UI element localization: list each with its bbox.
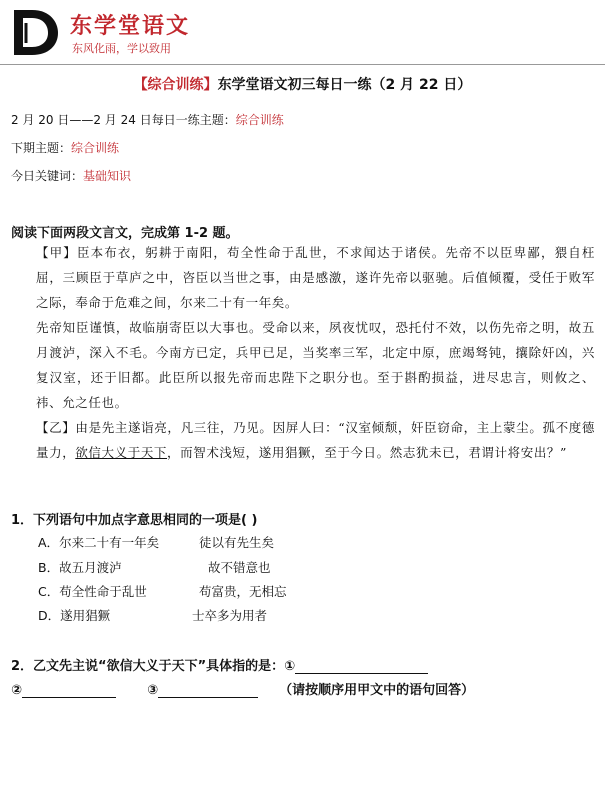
theme-line	[11, 111, 284, 128]
option-a-right: 徒以有先生矣	[199, 535, 275, 550]
question-2-stem	[11, 655, 428, 674]
passage-yi-a: 【乙】由是先主遂诣亮，凡三往，乃见。因屏人曰：“汉室倾颓，奸臣窃命，主上蒙尘。孤不度德量力，	[36, 420, 595, 460]
question-2-text: 2．乙文先主说“欲信大义于天下”具体指的是：①	[11, 659, 296, 674]
passage-jia	[11, 240, 595, 465]
next-theme-line	[11, 139, 119, 156]
theme-label: 2 月 20 日——2 月 24 日每日一练主题：	[11, 113, 236, 127]
brand-name: 东学堂语文	[70, 13, 191, 39]
option-label: C．	[38, 584, 60, 599]
option-left-text: 尔来二十有一年矣	[59, 535, 160, 550]
next-theme-value: 综合训练	[71, 141, 120, 155]
title-tag: 【综合训练】	[133, 77, 218, 93]
keyword-value: 基础知识	[83, 169, 132, 183]
logo-d-icon	[8, 6, 60, 58]
header-divider	[0, 64, 605, 65]
passage-jia-p2: 先帝知臣谨慎，故临崩寄臣以大事也。受命以来，夙夜忧叹，恐托付不效，以伤先帝之明，故五月渡泸，深入不毛。今南方已定，兵甲已足，当奖率三军，北定中原，庶竭驽钝，攘除奸凶，兴复汉室，还于旧都。此臣所以报先帝而忠陛下之职分也。至于斟酌损益，进尽忠言，则攸之、祎、允之任也。	[36, 320, 595, 410]
option-c-right: 苟富贵，无相忘	[199, 584, 287, 599]
reading-instruction: 阅读下面两段文言文，完成第 1-2 题。	[11, 226, 239, 241]
theme-value: 综合训练	[235, 113, 284, 127]
question-1-stem: 1．下列语句中加点字意思相同的一项是( )	[11, 513, 258, 528]
option-label: D．	[38, 608, 61, 623]
next-theme-label: 下期主题：	[11, 141, 72, 155]
option-label: A．	[38, 535, 60, 550]
option-left-text: 遂用猖獗	[60, 608, 111, 623]
question-2-blanks	[11, 679, 474, 698]
option-b-right: 故不错意也	[208, 560, 271, 575]
option-label: B．	[38, 560, 60, 575]
keyword-line	[11, 167, 131, 184]
passage-yi	[11, 415, 595, 465]
blank-3-marker: ③	[147, 683, 159, 698]
option-left-text: 苟全性命于乱世	[59, 584, 147, 599]
passage-jia-p1: 【甲】臣本布衣，躬耕于南阳，苟全性命于乱世，不求闻达于诸侯。先帝不以臣卑鄙，猥自枉屈，三顾臣于草庐之中，咨臣以当世之事，由是感激，遂许先帝以驱驰。后值倾覆，受任于败军之际，奉命于危难之间，尔来二十有一年矣。	[36, 245, 595, 310]
option-a[interactable]	[38, 533, 159, 551]
answer-blank-1[interactable]	[295, 659, 428, 674]
answer-blank-2[interactable]	[22, 683, 116, 698]
title-text: 东学堂语文初三每日一练（2 月 22 日）	[217, 77, 472, 93]
passage-yi-underlined: 欲信大义于天下	[75, 445, 168, 460]
brand-slogan: 东风化雨，学以致用	[72, 42, 171, 55]
keyword-label: 今日关键词：	[11, 169, 84, 183]
blank-2-marker: ②	[11, 683, 23, 698]
option-c[interactable]	[38, 582, 147, 600]
passage-yi-b: ，而智术浅短，遂用猖獗，至于今日。然志犹未已，君谓计将安出？”	[167, 445, 568, 460]
answer-instruction-note: （请按顺序用甲文中的语句回答）	[279, 683, 475, 698]
option-d[interactable]	[38, 606, 110, 624]
option-b[interactable]	[38, 558, 122, 576]
option-d-right: 士卒多为用者	[192, 608, 268, 623]
page-title	[0, 74, 605, 94]
option-left-text: 故五月渡泸	[59, 560, 122, 575]
answer-blank-3[interactable]	[158, 683, 258, 698]
